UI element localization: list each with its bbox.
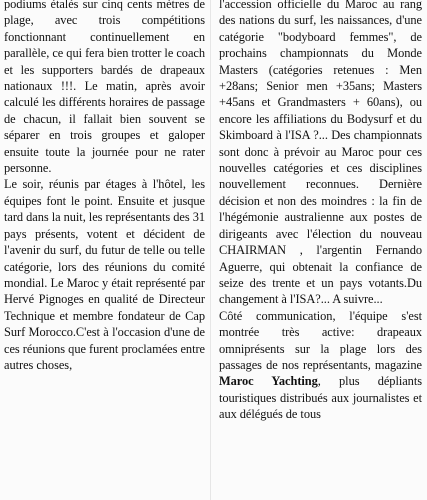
right-paragraph-2-text-end: , plus dépliants touristiques distribués aux journalistes et aux délégués de tous (219, 374, 422, 422)
right-paragraph-2 (219, 308, 422, 423)
article-column-right (219, 0, 422, 423)
right-paragraph-1: l'accession officielle du Maroc au rang des nations du surf, les naissances, d'une catégorie "bodyboard femmes", de prochains championnats du Monde Masters (catégories retenues : Men +28ans; Senior men +35ans; Masters +45ans et Grandmasters + 60ans), ou encore les affiliations du Bodysurf et du Skimboard à l'ISA ?... Des championnats sont donc à prévoir au Maroc pour ces nouvelles catégories et ces disciplines nouvellement reconnues. Dernière décision et non des moindres : la fin de l'hégémonie australienne aux postes de dirigeants avec l'élection du nouveau CHAIRMAN , l'argentin Fernando Aguerre, qui obtenait la confiance de seize des trente et un pays votants.Du changement à l'ISA?... A suivre... (219, 0, 422, 307)
article-column-left (4, 0, 205, 373)
right-paragraph-2-text-start: Côté communication, l'équipe s'est montrée très active: drapeaux omniprésents sur la plage lors des passages de nos représentants, magazine (219, 308, 422, 372)
left-paragraph-2: Le soir, réunis par étages à l'hôtel, les équipes font le point. Ensuite et jusque tard dans la nuit, les représentants des 31 pays présents, votent et décident de l'avenir du surf, du futur de telle ou telle catégorie, lors des réunions du comité mondial. Le Maroc y était représenté par Hervé Pignoges en qualité de Directeur Technique et membre fondateur de Cap Surf Morocco.C'est à l'occasion d'une de ces réunions que furent proclamées entre autres choses, (4, 177, 205, 372)
column-gutter (210, 0, 211, 500)
magazine-name: Maroc Yachting (219, 374, 318, 389)
left-paragraph-1: podiums étalés sur cinq cents mètres de plage, avec trois compétitions fonctionnant continuellement en parallèle, ce qui fera bien trotter le coach et les supporters bardés de drapeaux nationaux !!!. Le matin, après avoir calculé les différents horaires de passage de chacun, il fallait bien souvent se séparer en trois groupes et galoper ensuite toute la journée pour ne rater personne. (4, 0, 205, 176)
